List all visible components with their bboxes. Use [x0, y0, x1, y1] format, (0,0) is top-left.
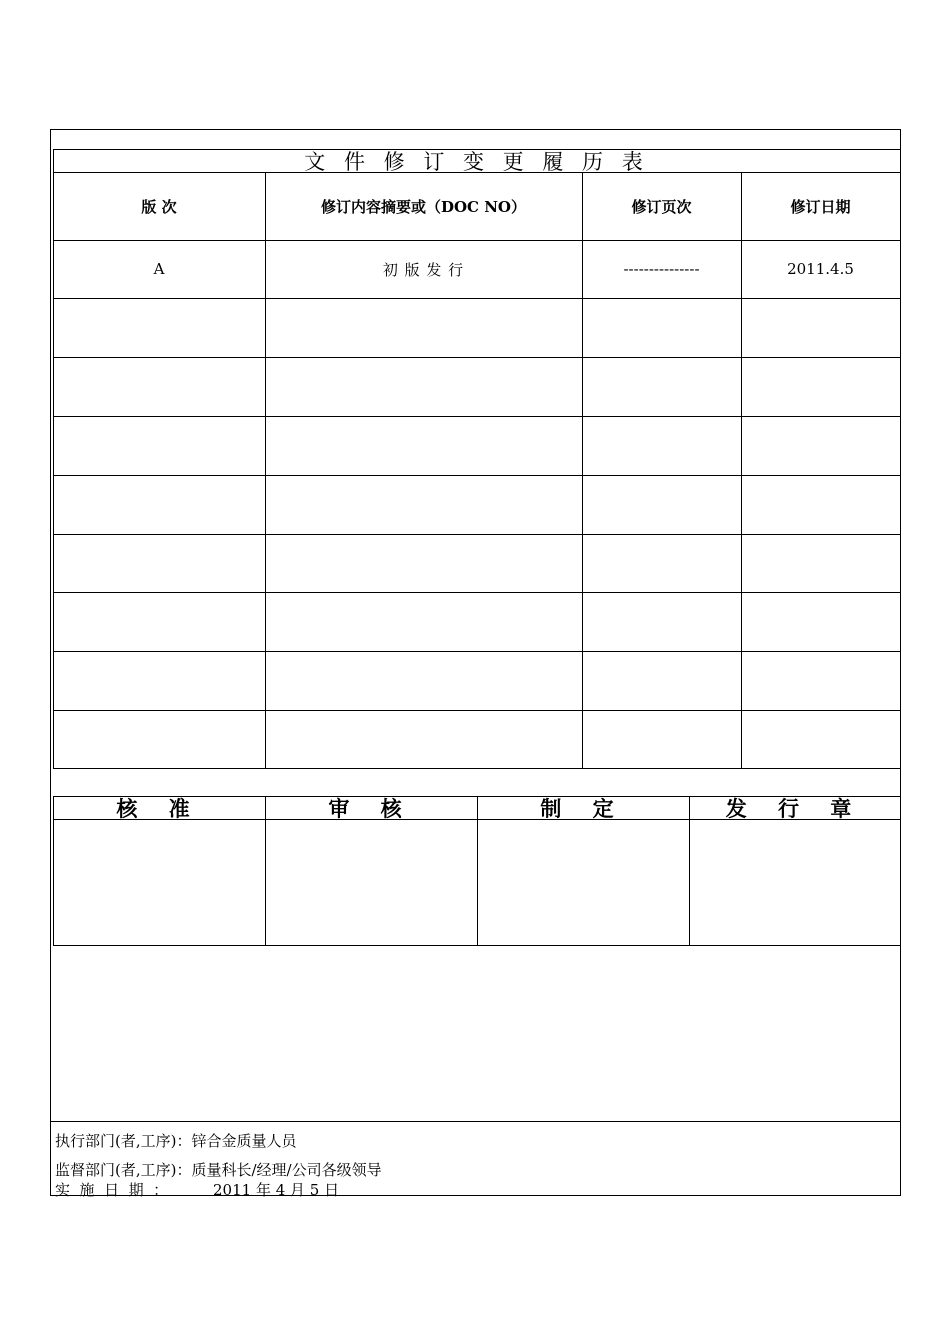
exec-dept-line: 执行部门(者,工序)：锌合金质量人员 — [55, 1132, 297, 1150]
document-frame — [50, 129, 901, 1199]
rule-row — [53, 651, 900, 652]
header-revision-summary: 修订内容摘要或（DOC NO） — [320, 197, 526, 216]
rule-row — [53, 416, 900, 417]
rule-row — [53, 592, 900, 593]
rule-row — [53, 475, 900, 476]
rule-table-bottom — [53, 768, 900, 769]
rule-row — [53, 710, 900, 711]
cell-revision-date: 2011.4.5 — [787, 260, 854, 278]
cell-version: A — [153, 260, 165, 278]
cell-revision-pages: --------------- — [623, 260, 700, 278]
rule-row — [53, 357, 900, 358]
rule-row — [53, 534, 900, 535]
sig-header-approve: 核 准 — [116, 795, 202, 821]
sig-header-review: 审 核 — [328, 795, 414, 821]
header-version: 版 次 — [141, 197, 177, 216]
sig-header-issue-stamp: 发 行 章 — [725, 795, 864, 821]
rule-row — [53, 298, 900, 299]
rule-footer-top — [51, 1121, 900, 1122]
cell-revision-summary: 初 版 发 行 — [382, 260, 465, 279]
header-revision-date: 修订日期 — [790, 197, 851, 216]
supervise-dept-line: 监督部门(者,工序)：质量科长/经理/公司各级领导 — [55, 1161, 382, 1179]
header-revision-pages: 修订页次 — [631, 197, 692, 216]
impl-date-label: 实 施 日 期 ： — [55, 1181, 169, 1199]
document-title: 文 件 修 订 变 更 履 历 表 — [304, 149, 649, 174]
impl-date-value: 2011 年 4 月 5 日 — [213, 1181, 340, 1199]
sig-header-prepare: 制 定 — [540, 795, 626, 821]
